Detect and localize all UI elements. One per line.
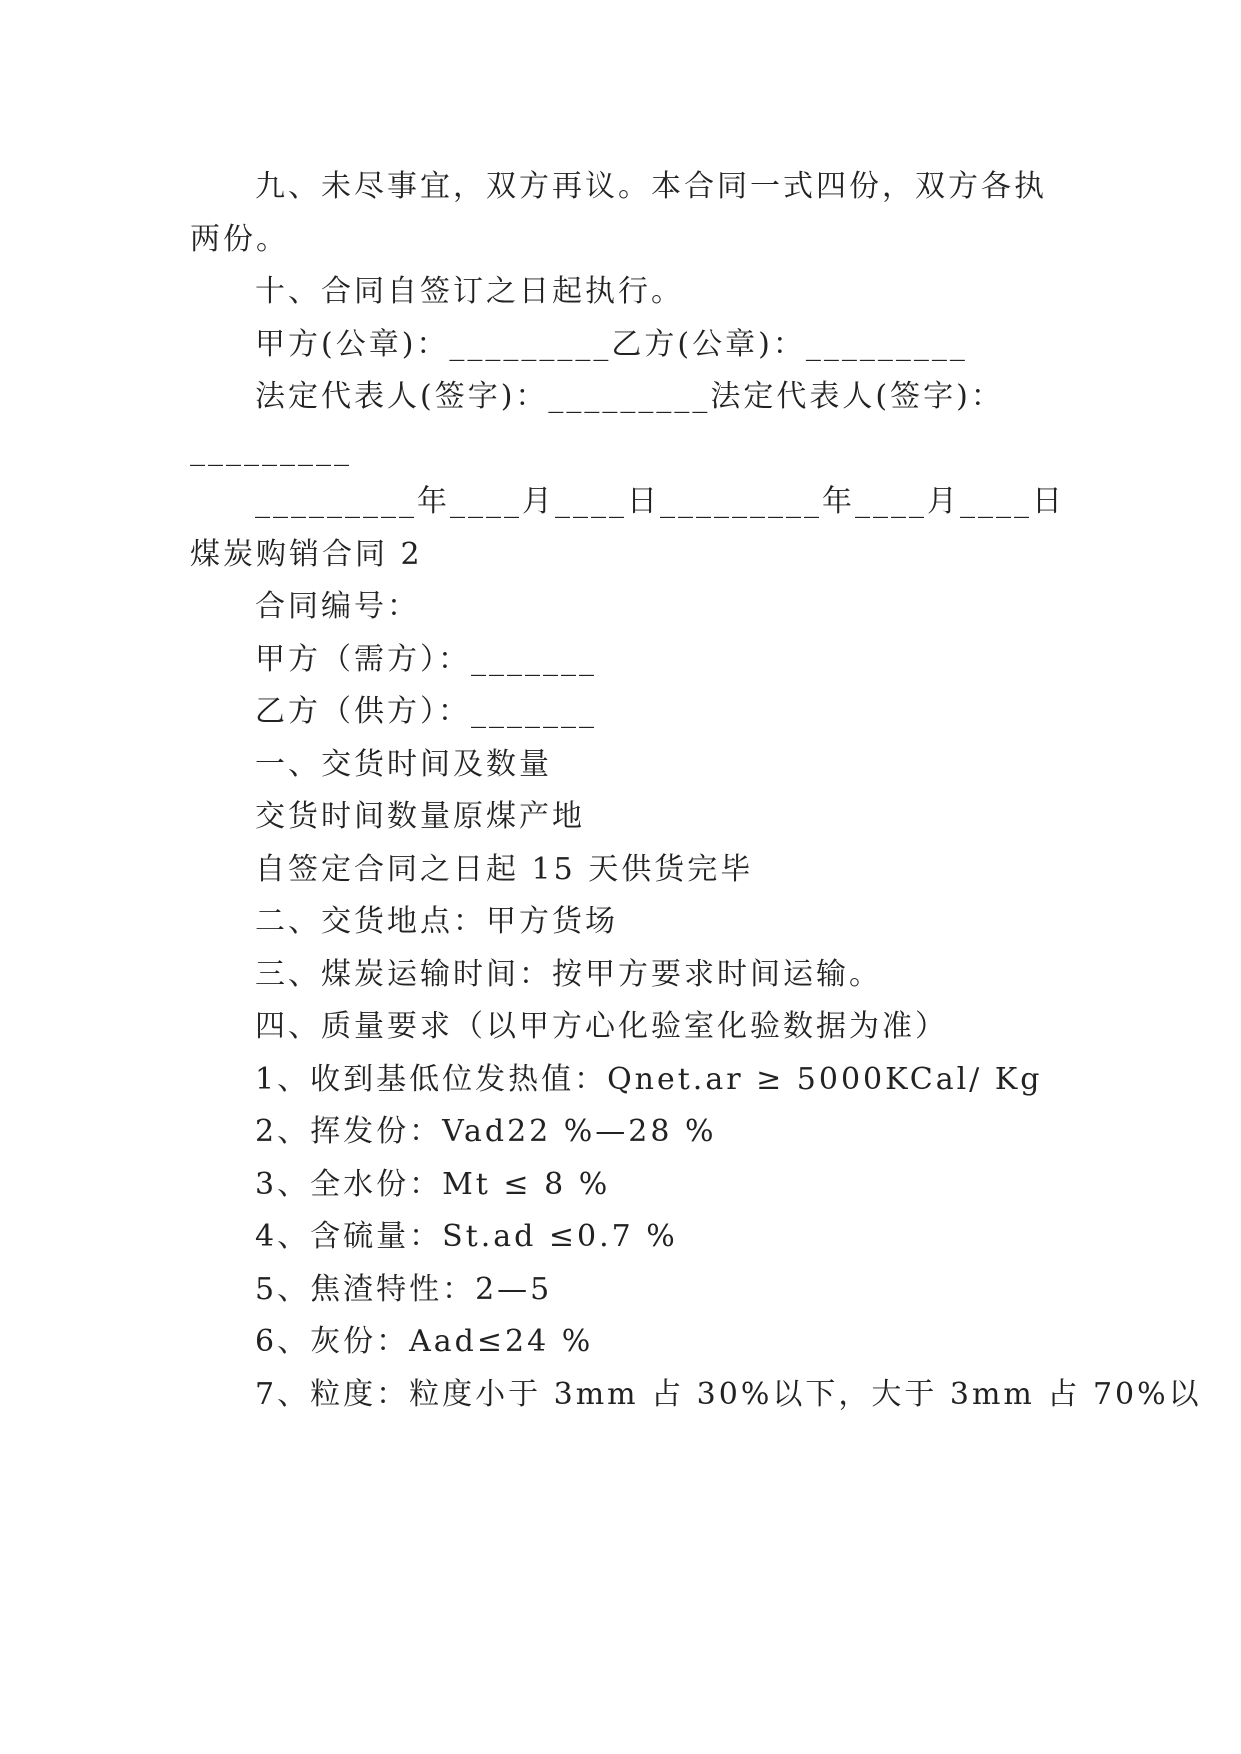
clause-9-line-1: 九、未尽事宜，双方再议。本合同一式四份，双方各执 bbox=[255, 169, 1047, 204]
delivery-table-header: 交货时间数量原煤产地 bbox=[255, 799, 585, 834]
section-2: 二、交货地点：甲方货场 bbox=[255, 904, 618, 939]
party-seal-line: 甲方(公章)：_________乙方(公章)：_________ bbox=[255, 327, 968, 362]
quality-item-1: 1、收到基低位发热值：Qnet.ar ≥ 5000KCal/ Kg bbox=[255, 1062, 1043, 1097]
legal-representative-line: 法定代表人(签字)：_________法定代表人(签字)： bbox=[255, 379, 1004, 414]
section-4-heading: 四、质量要求（以甲方心化验室化验数据为准） bbox=[255, 1009, 948, 1044]
party-a: 甲方（需方）：_______ bbox=[255, 642, 597, 677]
quality-item-4: 4、含硫量：St.ad ≤0.7 % bbox=[255, 1219, 678, 1254]
quality-item-7: 7、粒度：粒度小于 3mm 占 30%以下，大于 3mm 占 70%以 bbox=[255, 1377, 1202, 1412]
quality-item-2: 2、挥发份：Vad22 %—28 % bbox=[255, 1114, 717, 1149]
party-b: 乙方（供方）：_______ bbox=[255, 694, 597, 729]
section-3: 三、煤炭运输时间：按甲方要求时间运输。 bbox=[255, 957, 882, 992]
quality-item-3: 3、全水份：Mt ≤ 8 % bbox=[255, 1167, 611, 1202]
quality-item-6: 6、灰份：Aad≤24 % bbox=[255, 1324, 594, 1359]
contract-title: 煤炭购销合同 2 bbox=[190, 537, 423, 572]
section-1-heading: 一、交货时间及数量 bbox=[255, 747, 552, 782]
quality-item-5: 5、焦渣特性：2—5 bbox=[255, 1272, 553, 1307]
clause-10: 十、合同自签订之日起执行。 bbox=[255, 274, 684, 309]
contract-number: 合同编号： bbox=[255, 589, 420, 624]
delivery-table-row: 自签定合同之日起 15 天供货完毕 bbox=[255, 852, 754, 887]
clause-9-line-2: 两份。 bbox=[190, 222, 289, 257]
date-line: _________年____月____日_________年____月____日 bbox=[255, 484, 1065, 519]
signature-blank: _________ bbox=[190, 432, 352, 467]
